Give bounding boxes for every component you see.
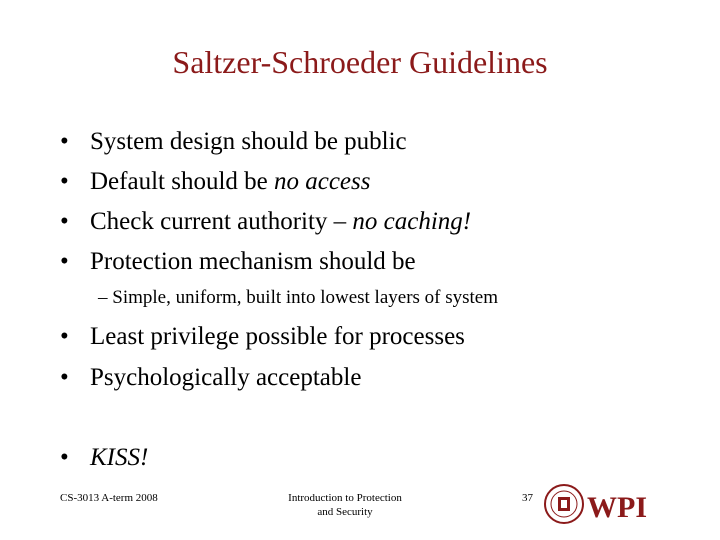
bullet-text	[90, 206, 471, 238]
bullet-text: Protection mechanism should be	[90, 248, 416, 275]
bullet-text: Psychologically acceptable	[90, 364, 362, 391]
bullet-text: KISS!	[90, 444, 149, 471]
footer-title	[270, 491, 420, 519]
bullet-marker: •	[60, 364, 69, 391]
footer-title-line1: Introduction to Protection	[288, 492, 402, 504]
slide-title: Saltzer-Schroeder Guidelines	[172, 44, 548, 80]
sub-bullet: – Simple, uniform, built into lowest layers of system	[98, 287, 499, 308]
bullet-marker: •	[60, 168, 69, 195]
bullet-text	[90, 166, 370, 198]
footer-course: CS-3013 A-term 2008	[60, 492, 158, 504]
bullet-marker: •	[60, 444, 69, 471]
bullet-marker: •	[60, 128, 69, 155]
bullet-marker: •	[60, 208, 69, 235]
bullet-text-emphasis: no caching!	[352, 208, 472, 235]
seal-shield-inner	[561, 500, 567, 508]
bullet-marker: •	[60, 248, 69, 275]
logo-text: WPI	[587, 491, 647, 524]
bullet-text-emphasis: no access	[273, 168, 371, 195]
page-number: 37	[522, 492, 533, 504]
wpi-logo	[543, 483, 647, 525]
bullet-text-plain: Default should be	[90, 168, 274, 195]
footer-title-line2: and Security	[317, 506, 373, 518]
bullet-text: Least privilege possible for processes	[90, 323, 465, 350]
bullet-marker: •	[60, 323, 69, 350]
bullet-text-plain: Check current authority –	[90, 208, 353, 235]
bullet-text: System design should be public	[90, 128, 407, 155]
